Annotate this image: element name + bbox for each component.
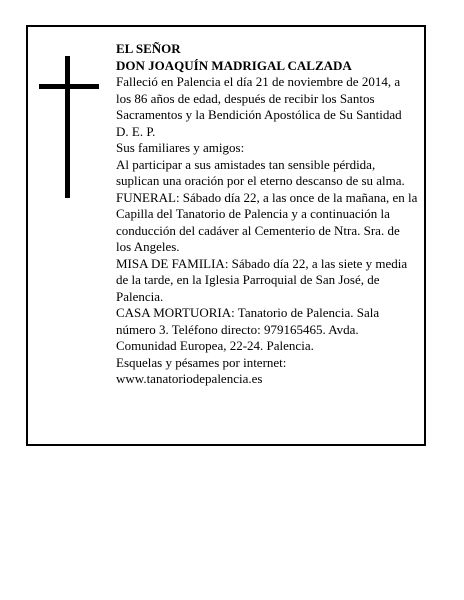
deceased-name: DON JOAQUÍN MADRIGAL CALZADA	[116, 57, 352, 73]
online-condolences-label: Esquelas y pésames por internet:	[116, 354, 287, 370]
obituary-notice	[26, 25, 426, 446]
family-mass-info: MISA DE FAMILIA: Sábado día 22, a las siete y media de la tarde, en la Iglesia Parroquial de San José, de Palencia.	[116, 255, 408, 304]
cross-crossbar	[39, 84, 99, 89]
website-link[interactable]: www.tanatoriodepalencia.es	[116, 371, 263, 386]
cross-icon	[39, 56, 99, 198]
funeral-info: FUNERAL: Sábado día 22, a las once de la mañana, en la Capilla del Tanatorio de Palencia y a continuación la conducción del cadáver al Cementerio de Ntra. Sra. de los Angeles.	[116, 189, 418, 254]
notice-body	[116, 41, 418, 388]
cross-upright	[65, 56, 70, 198]
family-greeting: Sus familiares y amigos:	[116, 140, 245, 155]
dep-text: D. E. P.	[116, 123, 156, 139]
family-request: Al participar a sus amistades tan sensible pérdida, suplican una oración por el eterno descanso de su alma.	[116, 156, 405, 188]
deceased-title: EL SEÑOR	[116, 41, 181, 56]
mortuary-info: CASA MORTUORIA: Tanatorio de Palencia. Sala número 3. Teléfono directo: 979165465. Avda. Comunidad Europea, 22-24. Palencia.	[116, 305, 380, 353]
death-details: Falleció en Palencia el día 21 de noviembre de 2014, a los 86 años de edad, después de recibir los Santos Sacramentos y la Bendición Apostólica de Su Santidad	[116, 74, 402, 122]
